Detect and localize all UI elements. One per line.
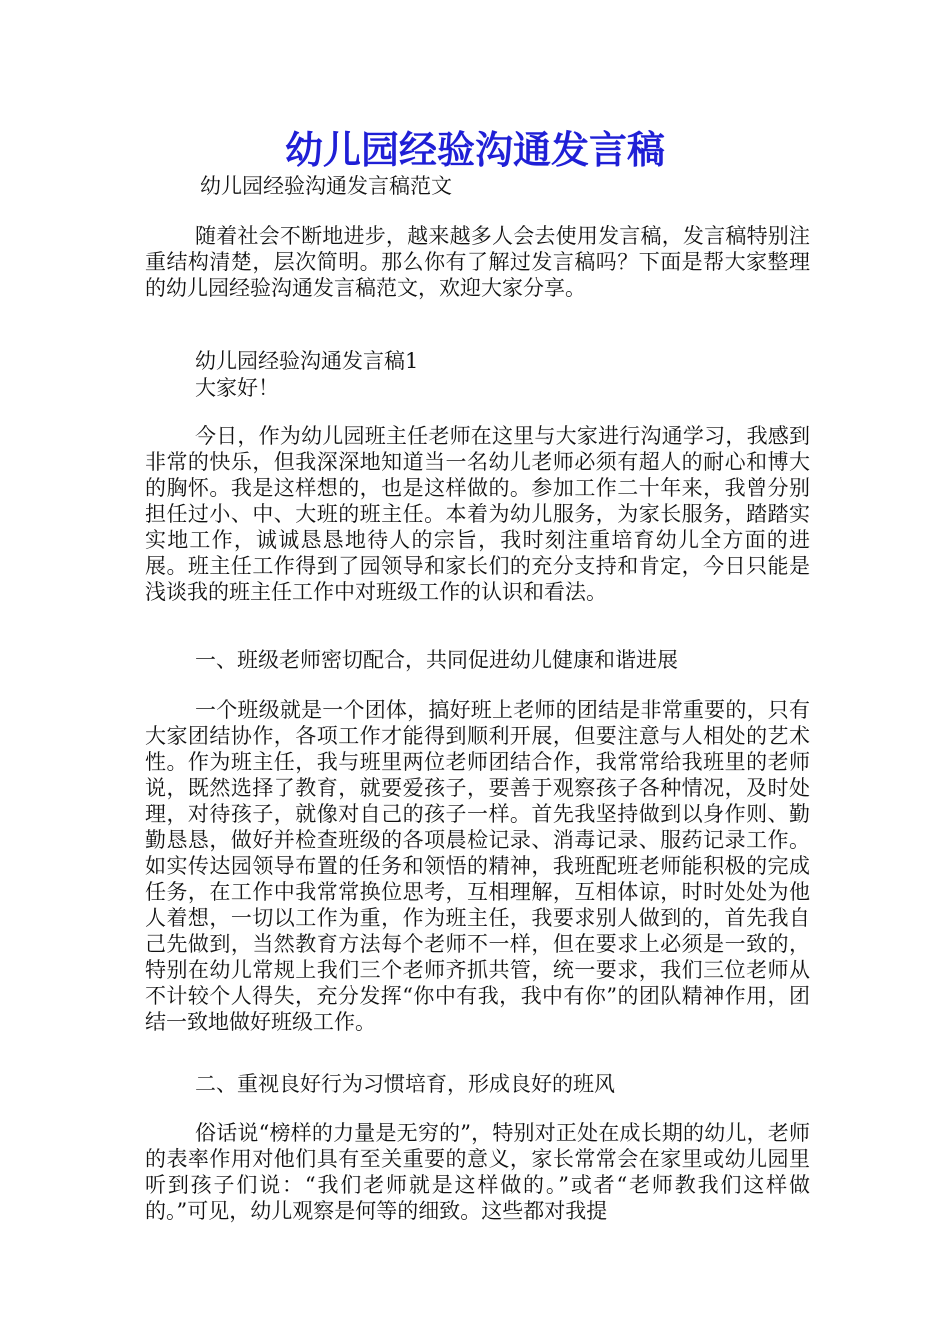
body-paragraph-2: 一个班级就是一个团体，搞好班上老师的团结是非常重要的，只有大家团结协作，各项工作才能得到顺利开展，但要注意与人相处的艺术性。作为班主任，我与班里两位老师团结合作，我常常给我班里的老师说，既然选择了教育，就要爱孩子，要善于观察孩子各种情况，及时处理，对待孩子，就像对自己的孩子一样。首先我坚持做到以身作则、勤勤恳恳，做好并检查班级的各项晨检记录、消毒记录、服药记录工作。如实传达园领导布置的任务和领悟的精神，我班配班老师能积极的完成任务，在工作中我常常换位思考，互相理解，互相体谅，时时处处为他人着想，一切以工作为重，作为班主任，我要求别人做到的，首先我自己先做到，当然教育方法每个老师不一样，但在要求上必须是一致的，特别在幼儿常规上我们三个老师齐抓共管，统一要求，我们三位老师从不计较个人得失，充分发挥“你中有我，我中有你”的团队精神作用，团结一致地做好班级工作。	[145, 698, 810, 1034]
document-subtitle: 幼儿园经验沟通发言稿范文	[200, 174, 452, 198]
document-title: 幼儿园经验沟通发言稿	[284, 128, 665, 172]
body-paragraph-1: 今日，作为幼儿园班主任老师在这里与大家进行沟通学习，我感到非常的快乐，但我深深地知道当一名幼儿老师必须有超人的耐心和博大的胸怀。我是这样想的，也是这样做的。参加工作二十年来，我曾分别担任过小、中、大班的班主任。本着为幼儿服务，为家长服务，踏踏实实地工作，诚诚恳恳地待人的宗旨，我时刻注重培育幼儿全方面的进展。班主任工作得到了园领导和家长们的充分支持和肯定，今日只能是浅谈我的班主任工作中对班级工作的认识和看法。	[145, 424, 810, 604]
section-heading-2: 二、重视良好行为习惯培育，形成良好的班风	[195, 1072, 615, 1096]
greeting: 大家好！	[195, 376, 279, 400]
intro-paragraph: 随着社会不断地进步，越来越多人会去使用发言稿，发言稿特别注重结构清楚，层次简明。那么你有了解过发言稿吗？下面是帮大家整理的幼儿园经验沟通发言稿范文，欢迎大家分享。	[145, 224, 810, 300]
body-paragraph-3: 俗话说“榜样的力量是无穷的”，特别对正处在成长期的幼儿，老师的表率作用对他们具有至关重要的意义，家长常常会在家里或幼儿园里听到孩子们说：“我们老师就是这样做的。”或者“老师教我们这样做的。”可见，幼儿观察是何等的细致。这些都对我提	[145, 1121, 810, 1223]
section-title: 幼儿园经验沟通发言稿1	[195, 349, 419, 373]
section-heading-1: 一、班级老师密切配合，共同促进幼儿健康和谐进展	[195, 648, 678, 672]
